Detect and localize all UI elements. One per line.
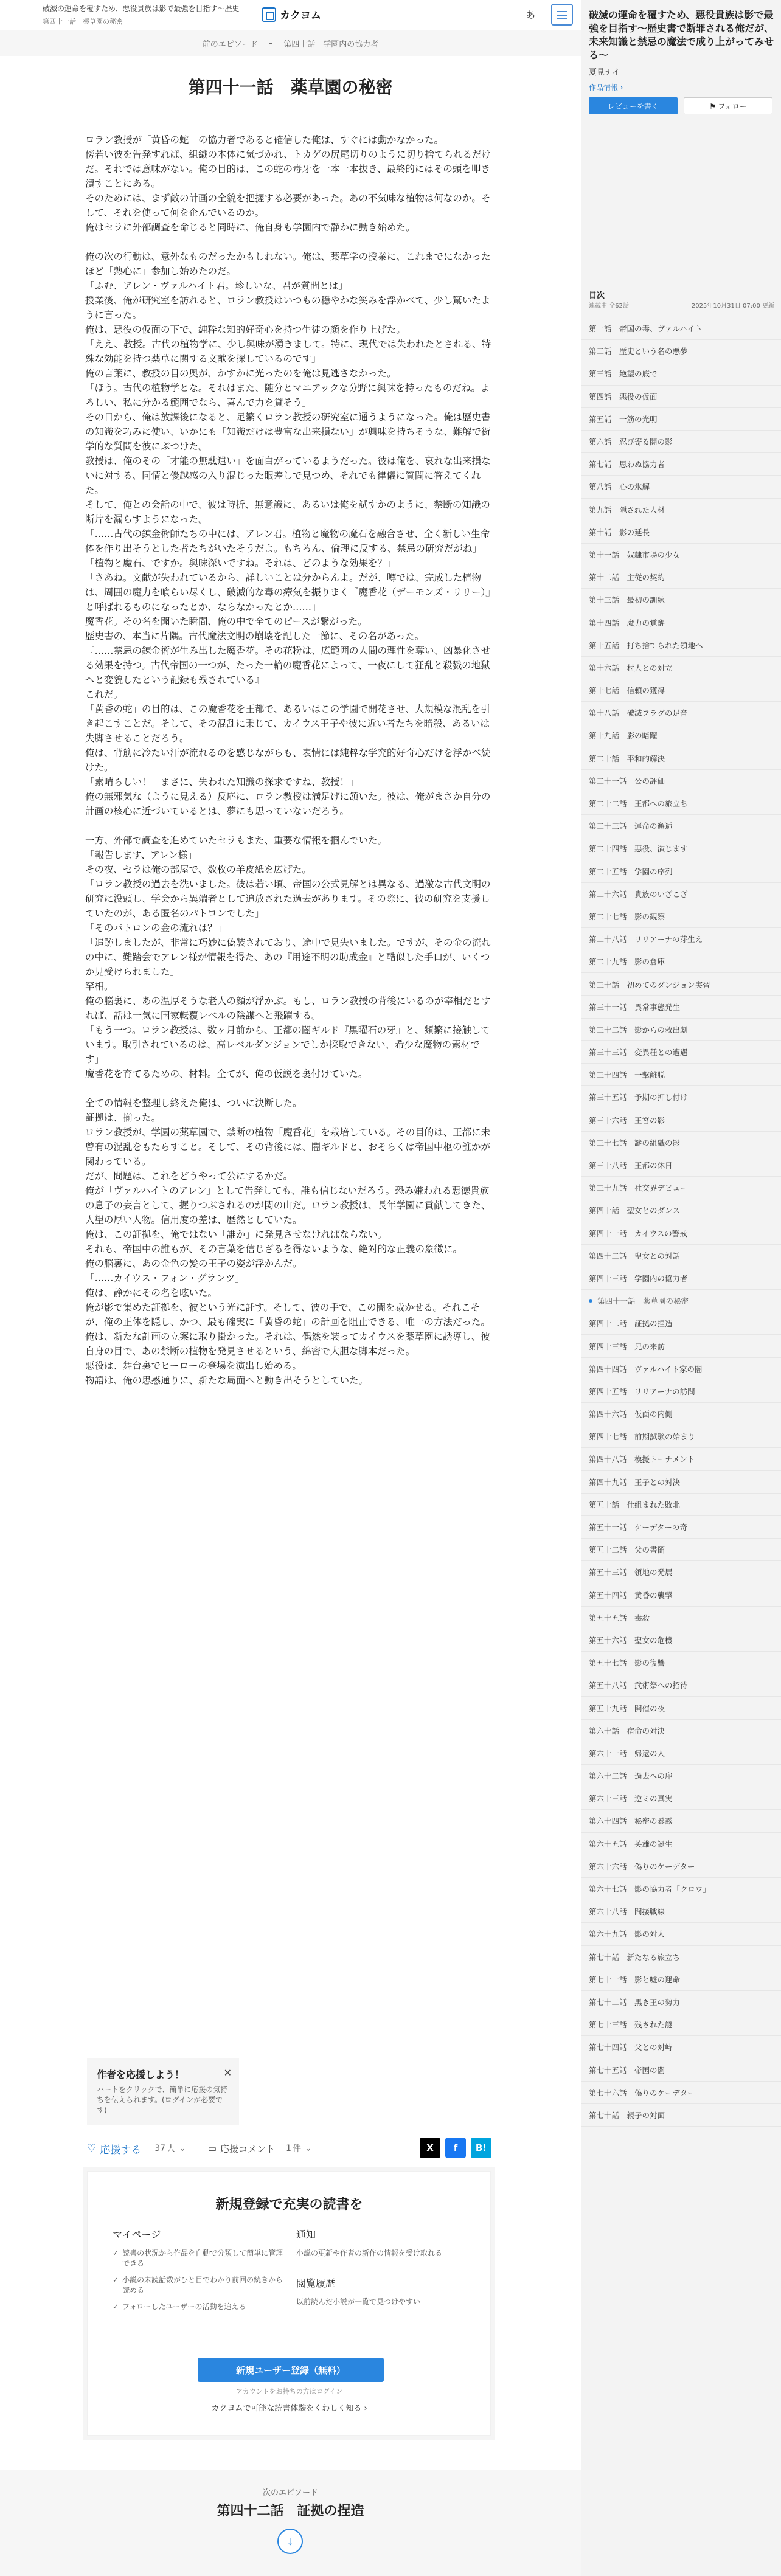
- toc-toggle-button[interactable]: [551, 4, 573, 26]
- body-paragraph: 俺の言葉に、教授の目の奥が、かすかに光ったのを俺は見逃さなかった。: [85, 368, 397, 379]
- close-icon[interactable]: ✕: [223, 2068, 232, 2079]
- toc-episode-item[interactable]: [581, 1290, 781, 1312]
- bookmark-icon: ⚑: [709, 102, 716, 111]
- toc-episode-item[interactable]: [581, 1539, 781, 1561]
- font-size-button[interactable]: あ: [526, 7, 535, 21]
- body-paragraph: その夜、セラは俺の部屋で、数枚の羊皮紙を広げた。: [85, 864, 311, 875]
- toc-episode-label: 第五十五話 毒殺: [589, 1613, 650, 1622]
- toc-heading: 目次: [589, 291, 605, 300]
- toc-episode-label: 第十二話 主従の契約: [589, 573, 665, 583]
- body-paragraph: その日から、俺は放課後になると、足繁くロラン教授の研究室に通うようになった。俺は歴史書の知識を巧みに使い、いかにも「知識だけは豊富な出来損ない」が興味を持ちそうな、難解で衒学的な質問を彼にぶつけた。: [85, 412, 491, 452]
- body-paragraph: 授業後、俺が研究室を訪れると、ロラン教授はいつもの穏やかな笑みを浮かべて、少し驚いたように言った。: [85, 295, 491, 320]
- toc-episode-label: 第一話 帝国の毒、ヴァルハイト: [589, 324, 703, 334]
- next-episode-section: [0, 2470, 581, 2576]
- toc-episode-label: 第四十七話 前期試験の始まり: [589, 1432, 696, 1442]
- toc-episode-label: 第三話 絶望の底で: [589, 369, 658, 379]
- prev-episode-title-link[interactable]: 第四十話 学園内の協力者: [283, 40, 379, 49]
- comment-icon: ▭: [207, 2144, 217, 2154]
- toc-episode-item[interactable]: [581, 1380, 781, 1403]
- body-paragraph: 「そのパトロンの金の流れは？」: [85, 923, 227, 933]
- notify-heading: 通知: [296, 2229, 316, 2240]
- toc-episode-label: 第三十四話 一撃離脱: [589, 1070, 665, 1080]
- toc-episode-item[interactable]: [581, 1742, 781, 1765]
- hatena-share-icon[interactable]: B!: [471, 2138, 491, 2158]
- body-paragraph: 「……カイウス・フォン・グランツ」: [85, 1273, 245, 1284]
- toc-episode-item[interactable]: [581, 1855, 781, 1878]
- mypage-item: ✓ 読書の状況から作品を自動で分類して簡単に管理できる: [113, 2249, 283, 2268]
- notify-text: 小説の更新や作者の新作の情報を受け取れる: [296, 2249, 443, 2257]
- toc-episode-item[interactable]: [581, 1132, 781, 1154]
- body-paragraph: 「追跡しましたが、非常に巧妙に偽装されており、途中で見失いました。ですが、その金の流れの中に、難踏会でアレン様が情報を得た、あの『用途不明の助成金』と酷似した手口が、いくつか見受けられました」: [85, 937, 491, 977]
- follow-button[interactable]: ⚑ フォロー: [684, 97, 772, 114]
- toc-episode-label: 第五十一話 ケーデターの奇: [589, 1523, 687, 1532]
- toc-episode-item[interactable]: [581, 1494, 781, 1516]
- episode-nav-bar: [0, 30, 581, 56]
- logo-text: カクヨム: [280, 10, 321, 22]
- toc-episode-item[interactable]: [581, 1607, 781, 1629]
- toc-episode-item[interactable]: [581, 1923, 781, 1945]
- toc-episode-label: 第四十一話 薬草園の秘密: [597, 1297, 689, 1306]
- body-paragraph: 傍若い彼を告発すれば、組織の本体に気づかれ、トカゲの尻尾切りのように切り捨てられるだけだ。それでは意味がない。俺の目的は、この蛇の毒牙を一本一本抜き、最終的にはその頭を叩き潰すことにある。: [85, 149, 491, 189]
- toc-episode-item[interactable]: [581, 2058, 781, 2081]
- toc-episode-label: 第十四話 魔力の覚醒: [589, 618, 665, 628]
- body-paragraph: 魔香花。その名を聞いた瞬間、俺の中で全てのピースが繋がった。: [85, 616, 367, 627]
- mypage-item: ✓ 小説の未読話数がひと目でわかり前回の続きから読める: [113, 2276, 283, 2294]
- toc-episode-item[interactable]: [581, 1674, 781, 1697]
- body-paragraph: 「報告します、アレン様」: [85, 850, 197, 860]
- history-heading: 閲覧履歴: [296, 2277, 336, 2289]
- toc-episode-label: 第二話 歴史という名の悪夢: [589, 347, 688, 356]
- toc-episode-label: 第五十八話 武術祭への招待: [589, 1681, 688, 1691]
- toc-episode-item[interactable]: [581, 860, 781, 883]
- body-paragraph: ロラン教授が、学園の薬草園で、禁断の植物「魔香花」を栽培している。その目的は、王都に未曾有の混乱をもたらすこと。そして、その背後には、闇ギルドと、おそらくは帝国中枢の誰かが関わっている。: [85, 1127, 491, 1167]
- toc-episode-label: 第四十三話 学園内の協力者: [589, 1273, 688, 1283]
- toc-episode-label: 第三十八話 王都の休日: [589, 1161, 673, 1171]
- sidebar-work-title[interactable]: 破滅の運命を覆すため、悪役貴族は影で最強を目指す〜歴史書で断罪される俺だが、未来知識と禁忌の魔法で成り上がってみせる〜: [589, 9, 774, 61]
- nav-separator: –: [268, 38, 273, 48]
- mypage-section: [113, 2227, 289, 2318]
- body-paragraph: 俺は、悪役の仮面の下で、純粋な知的好奇心を持つ生徒の顔を作り上げた。: [85, 324, 406, 335]
- episode-list: [581, 317, 781, 2127]
- toc-episode-label: 第十九話 影の暗躍: [589, 731, 658, 741]
- toc-episode-item[interactable]: [581, 1810, 781, 1832]
- toc-episode-label: 第七十話 親子の対面: [589, 2110, 665, 2120]
- toc-episode-item[interactable]: [581, 1448, 781, 1470]
- site-logo[interactable]: [262, 7, 321, 22]
- next-episode-title[interactable]: 第四十二話 証拠の捏造: [217, 2503, 364, 2519]
- toc-episode-item[interactable]: [581, 1425, 781, 1448]
- toc-episode-item[interactable]: [581, 996, 781, 1019]
- toc-episode-item[interactable]: [581, 1267, 781, 1290]
- toc-episode-item[interactable]: [581, 1109, 781, 1132]
- body-paragraph: 俺が影で集めた証拠を、彼という光に託す。そして、彼の手で、この闇を裁かせる。それこそが、俺の正体を隠し、かつ、最も確実に「黄昏の蛇」の計画を阻止できる、唯一の方法だった。: [85, 1302, 490, 1328]
- body-paragraph: 罕相。: [85, 981, 114, 992]
- toc-episode-label: 第六十九話 影の対人: [589, 1930, 665, 1939]
- toc-episode-label: 第四十九話 王子との対決: [589, 1477, 681, 1487]
- toc-episode-label: 第二十六話 貴族のいざこざ: [589, 889, 688, 899]
- toc-episode-label: 第四十六話 仮面の内側: [589, 1410, 673, 1419]
- body-paragraph: 悪役は、舞台裏でヒーローの登場を演出し始める。: [85, 1360, 302, 1371]
- paragraph-spacer: [85, 1081, 491, 1096]
- toc-episode-label: 第六話 忍び寄る闇の影: [589, 437, 673, 447]
- toc-episode-label: 第五十話 仕組まれた敗北: [589, 1500, 681, 1509]
- toc-episode-item[interactable]: [581, 2013, 781, 2036]
- toc-episode-item[interactable]: [581, 1403, 781, 1425]
- toc-episode-label: 第三十五話 予期の押し付け: [589, 1093, 688, 1103]
- toc-episode-label: 第六十一話 帰還の人: [589, 1748, 665, 1758]
- chevron-right-icon: ›: [620, 83, 623, 92]
- toc-episode-label: 第七十一話 影と嘘の運命: [589, 1975, 681, 1984]
- toc-episode-item[interactable]: [581, 1154, 781, 1177]
- prev-episode-link[interactable]: 前のエピソード: [202, 40, 258, 49]
- toc-episode-label: 第七話 思わぬ協力者: [589, 460, 665, 469]
- toc-episode-label: 第六十六話 偽りのケーデター: [589, 1861, 695, 1871]
- toc-episode-label: 第十一話 奴隷市場の少女: [589, 550, 681, 559]
- cheer-box: [87, 2058, 239, 2125]
- toc-episode-label: 第六十二話 過去への扉: [589, 1771, 673, 1781]
- toc-episode-label: 第六十話 宿命の対決: [589, 1726, 665, 1736]
- toc-episode-item[interactable]: [581, 770, 781, 792]
- toc-episode-item[interactable]: [581, 589, 781, 611]
- toc-episode-item[interactable]: [581, 1697, 781, 1719]
- menu-icon: [557, 18, 567, 19]
- arrow-down-icon[interactable]: ↓: [277, 2529, 303, 2554]
- mypage-heading: マイページ: [113, 2229, 161, 2240]
- x-share-icon[interactable]: X: [420, 2138, 440, 2158]
- toc-episode-label: 第七十二話 黒き王の勢力: [589, 1997, 681, 2007]
- toc-episode-item[interactable]: [581, 1245, 781, 1267]
- body-paragraph: 『……禁忌の錬金術が生み出した魔香花。その花粉は、広範囲の人間の理性を奪い、凶暴化させる効果を持つ。古代帝国の一つが、たった一輪の魔香花によって、一夜にして狂乱と殺戮の地獄へと変貌したという記録も残されている』: [85, 645, 491, 685]
- check-icon: ✓: [113, 2249, 119, 2257]
- toc-episode-label: 第四十二話 証拠の捏造: [589, 1319, 673, 1329]
- toc-episode-item[interactable]: [581, 679, 781, 702]
- body-paragraph: 一方、外部で調査を進めていたセラもまた、重要な情報を掴んでいた。: [85, 835, 387, 846]
- body-paragraph: 「黄昏の蛇」の目的は、この魔香花を王都で、あるいはこの学園で開花させ、大規模な混乱を引き起こすことだ。そして、その混乱に乗じて、カイウス王子や彼に近い者たちを暗殺、あるいは失脚させることだろう。: [85, 704, 490, 744]
- toc-episode-label: 第四十二話 聖女との対話: [589, 1251, 681, 1261]
- cheer-button[interactable]: [87, 2141, 141, 2156]
- toc-episode-label: 第四十四話 ヴァルハイト家の闇: [589, 1364, 703, 1374]
- toc-episode-label: 第三十三話 変異種との遭遇: [589, 1048, 688, 1058]
- body-paragraph: 「ふむ、アレン・ヴァルハイト君。珍しいな、君が質問とは」: [85, 280, 348, 291]
- body-paragraph: 俺は、新たな計画の立案に取り掛かった。それは、偶然を装ってカイウスを薬草園に誘導し、彼自身の目で、あの禁断の植物を発見させるという、綿密で大胆な脚本だった。: [85, 1331, 490, 1357]
- episode-title: 第四十一話 薬草園の秘密: [188, 77, 393, 97]
- toc-episode-label: 第七十五話 帝国の闇: [589, 2065, 665, 2075]
- episode-body: [85, 133, 491, 1388]
- comment-count-suffix: 件: [292, 2144, 301, 2154]
- toc-episode-label: 第五話 一筋の光明: [589, 414, 658, 424]
- signup-panel: [87, 2171, 491, 2436]
- body-paragraph: 俺の次の行動は、意外なものだったかもしれない。俺は、薬草学の授業に、これまでになかったほど「熱心に」参加し始めたのだ。: [85, 251, 491, 277]
- toc-episode-item[interactable]: [581, 386, 781, 408]
- toc-episode-label: 第十六話 村人との対立: [589, 663, 673, 673]
- toc-episode-label: 第四話 悪役の仮面: [589, 392, 658, 401]
- toc-episode-label: 第二十五話 学園の序列: [589, 867, 673, 876]
- body-paragraph: 俺は、背筋に冷たい汗が流れるのを感じながらも、表情には純粋な学究的好奇心だけを浮かべ続けた。: [85, 747, 491, 773]
- chevron-down-icon[interactable]: ⌄: [304, 2144, 312, 2153]
- toc-episode-item[interactable]: [581, 408, 781, 431]
- toc-episode-item[interactable]: [581, 973, 781, 995]
- body-paragraph: そして、俺との会話の中で、彼は時折、無意識に、あるいは俺を試すかのように、禁断の知識の断片を漏らすようになった。: [85, 499, 490, 525]
- toc-episode-label: 第十七話 信頼の獲得: [589, 686, 665, 696]
- toc-episode-item[interactable]: [581, 1584, 781, 1607]
- menu-icon: [557, 15, 567, 16]
- share-buttons: [420, 2138, 491, 2158]
- body-paragraph: それも、帝国中の誰もが、その言葉を信じざるを得ないような、絶対的な正義の象徴に。: [85, 1244, 463, 1255]
- body-paragraph: 「もう一つ。ロラン教授は、数ヶ月前から、王都の闇ギルド『黒曜石の牙』と、頻繁に接触しています。取引されているのは、高レベルダンジョンでしか採取できない、希少な魔物の素材です」: [85, 1025, 490, 1065]
- toc-episode-label: 第八話 心の氷解: [589, 482, 650, 492]
- toc-episode-label: 第三十七話 謎の組織の影: [589, 1138, 681, 1148]
- paragraph-spacer: [85, 819, 491, 833]
- toc-episode-label: 第七十三話 残された謎: [589, 2020, 673, 2030]
- toc-episode-label: 第四十八話 模擬トーナメント: [589, 1455, 695, 1464]
- menu-icon: [557, 11, 567, 12]
- toc-episode-item[interactable]: [581, 566, 781, 589]
- learn-more-link[interactable]: カクヨムで可能な読書体験をくわしく知る ›: [211, 2404, 367, 2413]
- toc-episode-label: 第十話 影の延長: [589, 527, 650, 537]
- body-paragraph: 証拠は、揃った。: [85, 1112, 161, 1123]
- toc-episode-item[interactable]: [581, 950, 781, 973]
- comment-button-label: 応援コメント: [220, 2144, 276, 2155]
- body-paragraph: 俺が「ヴァルハイトのアレン」として告発しても、誰も信じないだろう。恐み嫌われる悪徳貴族の息子の妄言として、握りつぶされるのが関の山だ。ロラン教授は、長年学園に貢献してきた、人望の厚い人物。信用度の差は、歴然としていた。: [85, 1185, 491, 1225]
- toc-episode-item[interactable]: [581, 431, 781, 453]
- toc-episode-item[interactable]: [581, 657, 781, 679]
- register-button[interactable]: 新規ユーザー登録（無料）: [198, 2358, 384, 2382]
- toc-episode-item[interactable]: [581, 317, 781, 340]
- body-paragraph: 教授は、俺のその「才能の無駄遣い」を面白がっているようだった。彼は俺を、哀れな出来損ないに対する、同情と優越感の入り混じった眼差しで見つめ、それでも律儀に質問に答えてくれた。: [85, 455, 491, 496]
- body-paragraph: 「……古代の錬金術師たちの中には、アレン君。植物と魔物の魔石を融合させ、全く新しい生命体を作り出そうとした者たちがいたそうだよ。もちろん、倫理に反する、禁忌の研究だがね」: [85, 528, 490, 554]
- toc-episode-item[interactable]: [581, 521, 781, 544]
- work-info-link[interactable]: 作品情報 ›: [589, 83, 623, 92]
- last-updated: 2025年10月31日 07:00 更新: [691, 303, 774, 310]
- comment-button[interactable]: [208, 2142, 275, 2155]
- body-paragraph: 全ての情報を整理し終えた俺は、ついに決断した。: [85, 1098, 302, 1109]
- toc-episode-label: 第五十四話 黄昏の襲撃: [589, 1590, 673, 1600]
- body-paragraph: 俺は、この証拠を、俺ではない「誰か」に発見させなければならない。: [85, 1229, 387, 1240]
- toc-episode-label: 第三十六話 王宮の影: [589, 1115, 665, 1125]
- body-paragraph: そのためには、まず敵の計画の全貌を把握する必要があった。あの不気味な植物は何なのか。そして、それを使って何を企んでいるのか。: [85, 193, 491, 218]
- toc-episode-item[interactable]: [581, 1833, 781, 1855]
- toc-episode-item[interactable]: [581, 340, 781, 362]
- toc-episode-label: 第四十一話 カイウスの警戒: [589, 1228, 687, 1238]
- toc-episode-label: 第四十五話 リリアーナの訪問: [589, 1387, 695, 1396]
- toc-episode-label: 第二十九話 影の倉庫: [589, 957, 665, 967]
- toc-episode-item[interactable]: [581, 792, 781, 815]
- toc-episode-item[interactable]: [581, 2082, 781, 2104]
- toc-episode-item[interactable]: [581, 905, 781, 928]
- current-episode-dot-icon: [589, 1299, 592, 1303]
- body-paragraph: 魔香花を育てるための、材料。全てが、俺の仮説を裏付けていた。: [85, 1068, 368, 1079]
- toc-episode-item[interactable]: [581, 1787, 781, 1810]
- toc-episode-item[interactable]: [581, 1991, 781, 2013]
- toc-episode-item[interactable]: [581, 1064, 781, 1086]
- toc-episode-label: 第二十話 平和的解決: [589, 753, 665, 763]
- toc-episode-item[interactable]: [581, 1765, 781, 1787]
- toc-meta: [589, 300, 774, 310]
- toc-episode-item[interactable]: [581, 1471, 781, 1494]
- toc-episode-item[interactable]: [581, 611, 781, 634]
- history-text: 以前読んだ小説が一覧で見つけやすい: [296, 2297, 421, 2306]
- toc-episode-item[interactable]: [581, 837, 781, 860]
- serial-status: 連載中 全62話: [589, 303, 629, 310]
- toc-episode-label: 第二十七話 影の観察: [589, 912, 665, 921]
- action-row: [87, 2138, 491, 2159]
- toc-episode-label: 第五十三話 領地の発展: [589, 1568, 673, 1577]
- facebook-share-icon[interactable]: f: [445, 2138, 466, 2158]
- cheer-box-title: 作者を応援しよう！: [97, 2069, 185, 2080]
- toc-episode-label: 第二十八話 リリアーナの芽生え: [589, 935, 703, 944]
- toc-episode-item[interactable]: [581, 1561, 781, 1584]
- cheer-count[interactable]: 37: [154, 2144, 166, 2153]
- toc-episode-item[interactable]: [581, 476, 781, 498]
- body-paragraph: これだ。: [85, 689, 123, 700]
- toc-episode-item[interactable]: [581, 928, 781, 950]
- toc-episode-label: 第七十四話 父との対峙: [589, 2043, 673, 2052]
- toc-episode-label: 第三十一話 異常事態発生: [589, 1002, 681, 1012]
- toc-episode-item[interactable]: [581, 1086, 781, 1109]
- toc-episode-item[interactable]: [581, 499, 781, 521]
- toc-episode-item[interactable]: [581, 453, 781, 476]
- toc-episode-label: 第六十五話 英雄の誕生: [589, 1839, 673, 1849]
- toc-episode-item[interactable]: [581, 1878, 781, 1900]
- toc-episode-label: 第五十九話 開催の夜: [589, 1703, 665, 1713]
- body-paragraph: 「素晴らしい！ まさに、失われた知識の探求ですね、教授！」: [85, 777, 359, 788]
- toc-episode-item[interactable]: [581, 1720, 781, 1742]
- toc-episode-label: 第二十三話 運命の邂逅: [589, 822, 673, 831]
- toc-episode-item[interactable]: [581, 1222, 781, 1245]
- check-icon: ✓: [113, 2302, 119, 2311]
- toc-episode-label: 第十三話 最初の訓練: [589, 595, 665, 605]
- paragraph-spacer: [85, 235, 491, 249]
- toc-episode-item[interactable]: [581, 1019, 781, 1041]
- body-paragraph: 俺は、静かにその名を呟いた。: [85, 1287, 218, 1298]
- top-header: [0, 0, 581, 30]
- heart-icon: ♡: [87, 2142, 97, 2154]
- toc-episode-item[interactable]: [581, 883, 781, 905]
- body-paragraph: 俺の無邪気な（ように見える）反応に、ロラン教授は満足げに頷いた。彼は、俺がまさか自分の計画の核心に近づいているとは、夢にも思っていないだろう。: [85, 791, 491, 817]
- toc-episode-item[interactable]: [581, 1312, 781, 1335]
- body-paragraph: 「さあね。文献が失われているから、詳しいことは分からんよ。だが、噂では、完成した植物は、周囲の魔力を喰らい尽くし、破滅的な毒の瘴気を振りまく『魔香花（デーモンズ・リリー）』と呼ばれるものになったとか、ならなかったとか……」: [85, 572, 491, 612]
- toc-episode-label: 第三十九話 社交界デビュー: [589, 1183, 688, 1193]
- next-episode-label: 次のエピソード: [262, 2488, 318, 2498]
- header-work-title[interactable]: 破滅の運命を覆すため、悪役貴族は影で最強を目指す〜歴史: [43, 4, 240, 13]
- toc-episode-label: 第二十四話 悪役、演じます: [589, 844, 688, 854]
- toc-episode-item[interactable]: [581, 2036, 781, 2058]
- toc-episode-label: 第六十七話 影の協力者「クロウ」: [589, 1885, 711, 1894]
- toc-episode-item[interactable]: [581, 1199, 781, 1222]
- toc-episode-label: 第五十二話 父の書簡: [589, 1545, 665, 1555]
- toc-episode-label: 第四十話 聖女とのダンス: [589, 1206, 680, 1216]
- toc-episode-item[interactable]: [581, 544, 781, 566]
- toc-episode-label: 第六十四話 秘密の暴露: [589, 1816, 673, 1826]
- login-link[interactable]: アカウントをお持ちの方はログイン: [235, 2387, 343, 2395]
- toc-episode-label: 第十八話 破滅フラグの足音: [589, 708, 688, 718]
- toc-episode-item[interactable]: [581, 1516, 781, 1539]
- body-paragraph: 俺の脳裏に、あの温厚そうな老人の顔が浮かぶ。もし、ロラン教授の背後にいるのが宰相だとすれば、話は一気に国家転覆レベルの陰謀へと飛躍する。: [85, 995, 491, 1021]
- cheer-count-suffix: 人: [167, 2144, 176, 2154]
- body-paragraph: 「ほう。古代の植物学とな。それはまた、随分とマニアックな分野に興味を持ったものだね。よろしい、私に分かる範囲でなら、喜んで力を貸そう」: [85, 383, 490, 408]
- toc-episode-label: 第六十三話 逆ミの真実: [589, 1794, 673, 1804]
- kakuyomu-logo-icon: [262, 7, 276, 22]
- toc-episode-label: 第七十話 新たなる旅立ち: [589, 1952, 681, 1962]
- header-episode-title: 第四十一話 薬草園の秘密: [43, 18, 123, 26]
- body-paragraph: 「ロラン教授の過去を洗いました。彼は若い頃、帝国の公式見解とは異なる、過激な古代文明の研究に没頭し、学会から異端者として追放された過去があります。その際に、彼の研究を支援していたのが、ある匿名のパトロンでした」: [85, 879, 491, 919]
- toc-episode-label: 第五十七話 影の復讐: [589, 1658, 665, 1668]
- toc-episode-label: 第四十三話 兄の来訪: [589, 1342, 665, 1351]
- body-paragraph: ロラン教授が「黄昏の蛇」の協力者であると確信した俺は、すぐには動かなかった。: [85, 134, 444, 145]
- toc-episode-item[interactable]: [581, 1968, 781, 1991]
- write-review-button[interactable]: レビューを書く: [589, 97, 678, 114]
- toc-episode-item[interactable]: [581, 1358, 781, 1380]
- comment-count[interactable]: 1: [286, 2144, 291, 2153]
- toc-episode-item[interactable]: [581, 1900, 781, 1923]
- toc-episode-label: 第二十二話 王都への旅立ち: [589, 799, 688, 809]
- body-paragraph: 物語は、俺の思惑通りに、新たな局面へと動き出そうとしていた。: [85, 1375, 369, 1386]
- toc-episode-label: 第十五話 打ち捨てられた領地へ: [589, 640, 703, 650]
- toc-episode-label: 第六十八話 間接戦線: [589, 1907, 665, 1917]
- toc-episode-item[interactable]: [581, 1946, 781, 1968]
- toc-episode-item[interactable]: [581, 1177, 781, 1199]
- toc-episode-item[interactable]: [581, 815, 781, 837]
- cheer-box-text: ハートをクリックで、簡単に応援の気持ちを伝えられます。(ログインが必要です): [97, 2085, 228, 2114]
- body-paragraph: 俺の脳裏に、あの金色の髪の王子の姿が浮かんだ。: [85, 1258, 302, 1269]
- body-paragraph: 俺はセラに外部調査を命じると同時に、俺自身も学園内で静かに動き始めた。: [85, 222, 415, 233]
- author-name[interactable]: 夏見ナイ: [589, 68, 620, 77]
- chevron-right-icon: ›: [364, 2404, 367, 2413]
- toc-episode-item[interactable]: [581, 1041, 781, 1064]
- toc-episode-label: 第五十六話 聖女の危機: [589, 1635, 673, 1645]
- toc-episode-label: 第三十二話 影からの救出劇: [589, 1025, 688, 1034]
- toc-sidebar: [581, 0, 781, 2576]
- cheer-button-label: 応援する: [100, 2144, 142, 2156]
- check-icon: ✓: [113, 2276, 119, 2284]
- mypage-item: ✓ フォローしたユーザーの活動を追える: [113, 2302, 246, 2311]
- toc-episode-label: 第三十話 初めてのダンジョン実習: [589, 980, 710, 989]
- toc-episode-item[interactable]: [581, 702, 781, 724]
- body-paragraph: 「植物と魔石、ですか。興味深いですね。それは、どのような効果を？」: [85, 558, 397, 569]
- toc-episode-item[interactable]: [581, 1335, 781, 1357]
- toc-episode-item[interactable]: [581, 1629, 781, 1652]
- toc-episode-item[interactable]: [581, 362, 781, 385]
- toc-episode-item[interactable]: [581, 2104, 781, 2127]
- toc-episode-item[interactable]: [581, 634, 781, 657]
- signup-title: 新規登録で充実の読書を: [215, 2197, 363, 2212]
- body-paragraph: 「ええ、教授。古代の植物学に、少し興味が湧きまして。特に、現代では失われたとされる、特殊な効能を持つ薬草に関する文献を探しているのです」: [85, 339, 491, 364]
- toc-episode-label: 第九話 隠された人材: [589, 505, 665, 514]
- body-paragraph: 歴史書の、本当に片隅。古代魔法文明の崩壊を記した一節に、その名があった。: [85, 631, 425, 642]
- toc-episode-item[interactable]: [581, 747, 781, 770]
- toc-episode-item[interactable]: [581, 1652, 781, 1674]
- toc-episode-item[interactable]: [581, 724, 781, 747]
- toc-episode-label: 第二十一話 公の評価: [589, 776, 665, 786]
- chevron-down-icon[interactable]: ⌄: [179, 2144, 186, 2153]
- body-paragraph: だが、問題は、これをどうやって公にするかだ。: [85, 1171, 293, 1182]
- toc-episode-label: 第七十六話 偽りのケーデター: [589, 2088, 695, 2097]
- notify-section: [296, 2227, 473, 2307]
